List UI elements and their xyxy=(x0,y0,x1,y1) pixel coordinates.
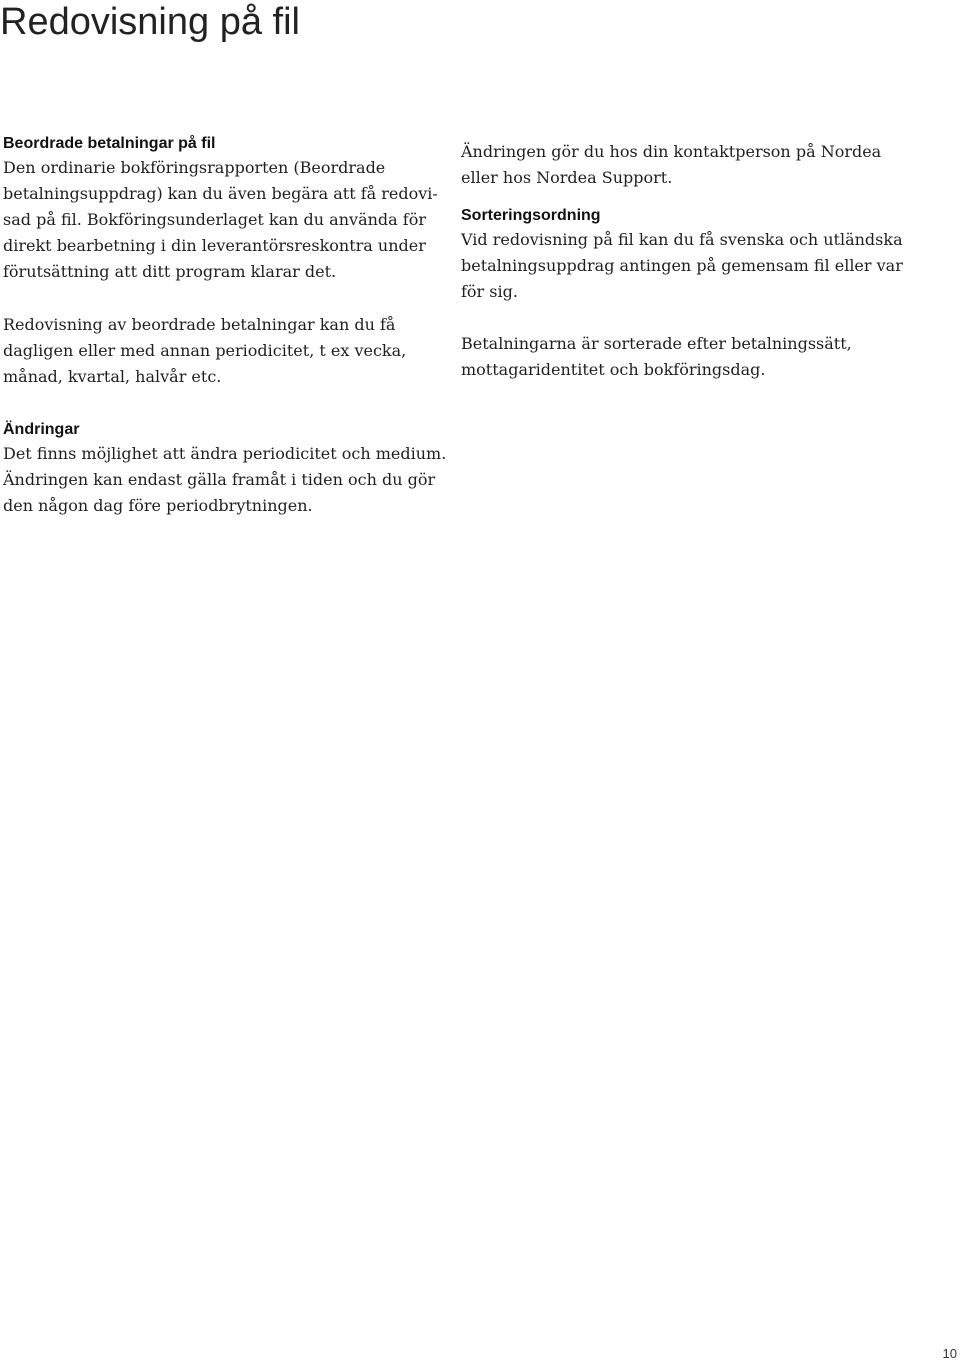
ordered-payments-p1-line: förutsättning att ditt program klarar det. xyxy=(3,262,337,281)
sorting-heading: Sorteringsordning xyxy=(461,207,601,224)
changes-line: den någon dag före periodbrytningen. xyxy=(3,496,313,515)
ordered-payments-section xyxy=(3,133,443,285)
changes-line: Ändringen kan endast gälla framåt i tiden och du gör xyxy=(3,470,436,489)
page-title: Redovisning på fil xyxy=(0,1,300,43)
sorting-p1-line: betalningsuppdrag antingen på gemensam fil eller var xyxy=(461,256,903,275)
sorting-p2-line: Betalningarna är sorterade efter betalningssätt, xyxy=(461,334,852,353)
sorting-p2-line: mottagaridentitet och bokföringsdag. xyxy=(461,360,766,379)
ordered-payments-heading: Beordrade betalningar på fil xyxy=(3,135,216,152)
ordered-payments-p1-line: direkt bearbetning i din leverantörsreskontra under xyxy=(3,236,426,255)
changes-section xyxy=(3,419,447,519)
contact-paragraph xyxy=(461,139,901,191)
changes-heading: Ändringar xyxy=(3,421,80,438)
ordered-payments-p2-line: dagligen eller med annan periodicitet, t ex vecka, xyxy=(3,341,407,360)
ordered-payments-p1-line: Den ordinarie bokföringsrapporten (Beordrade xyxy=(3,158,386,177)
page-number: 10 xyxy=(942,1346,957,1361)
changes-line: Det finns möjlighet att ändra periodicitet och medium. xyxy=(3,444,447,463)
contact-line: Ändringen gör du hos din kontaktperson på Nordea xyxy=(461,142,882,161)
ordered-payments-p2-line: månad, kvartal, halvår etc. xyxy=(3,367,222,386)
ordered-payments-p2-line: Redovisning av beordrade betalningar kan du få xyxy=(3,315,396,334)
left-column xyxy=(3,133,447,519)
sorting-p1-line: för sig. xyxy=(461,282,518,301)
sorting-p1-line: Vid redovisning på fil kan du få svenska och utländska xyxy=(461,230,903,249)
sorting-section xyxy=(461,205,901,305)
right-column xyxy=(461,139,901,383)
sorting-paragraph-2 xyxy=(461,331,901,383)
ordered-payments-p1-line: sad på fil. Bokföringsunderlaget kan du använda för xyxy=(3,210,426,229)
ordered-payments-p1-line: betalningsuppdrag) kan du även begära att få redovi- xyxy=(3,184,438,203)
contact-line: eller hos Nordea Support. xyxy=(461,168,673,187)
ordered-payments-paragraph-2 xyxy=(3,312,443,390)
